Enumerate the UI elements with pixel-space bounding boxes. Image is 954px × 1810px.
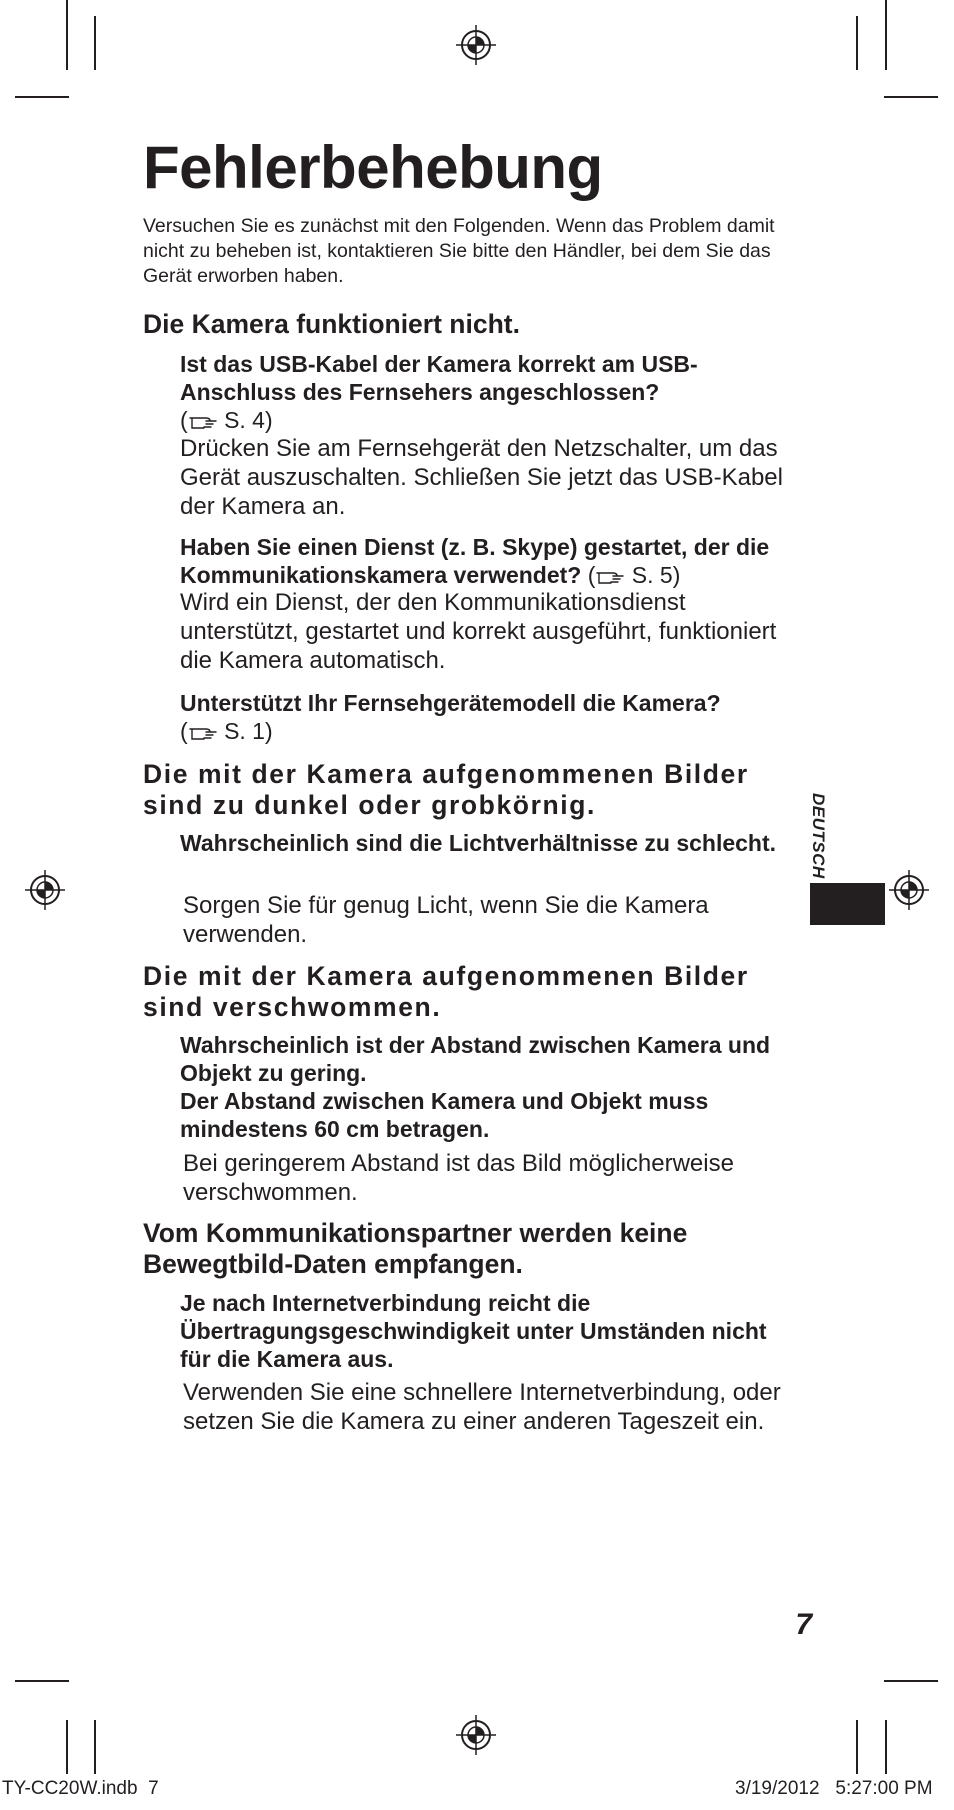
page-title: Fehlerbehebung bbox=[143, 134, 603, 201]
registration-mark-icon bbox=[456, 25, 496, 65]
print-slug-timestamp bbox=[735, 1778, 933, 1800]
question bbox=[180, 350, 800, 434]
page-reference[interactable]: ( S. 1) bbox=[180, 718, 273, 744]
print-slug-sheet: 7 bbox=[148, 1778, 159, 1799]
answer-text: Wird ein Dienst, der den Kommunikationsdienst unterstützt, gestartet und korrekt ausgeführt, funktioniert die Kamera automatisch. bbox=[180, 589, 777, 674]
question-text: Der Abstand zwischen Kamera und Objekt muss mindestens 60 cm betragen. bbox=[180, 1088, 709, 1142]
page-reference[interactable]: ( S. 4) bbox=[180, 407, 273, 433]
question bbox=[180, 533, 800, 589]
question-text: Unterstützt Ihr Fernsehgerätemodell die Kamera? bbox=[180, 690, 721, 716]
page-reference[interactable]: ( S. 5) bbox=[587, 562, 681, 588]
question-text: Ist das USB-Kabel der Kamera korrekt am USB-Anschluss des Fernsehers angeschlossen? bbox=[180, 351, 698, 405]
section-heading: Die Kamera funktioniert nicht. bbox=[143, 309, 520, 339]
answer-text: Drücken Sie am Fernsehgerät den Netzschalter, um das Gerät auszuschalten. Schließen Sie jetzt das USB-Kabel der Kamera an. bbox=[180, 435, 783, 520]
answer-text: Sorgen Sie für genug Licht, wenn Sie die Kamera verwenden. bbox=[183, 892, 709, 948]
print-slug-time: 5:27:00 PM bbox=[835, 1778, 933, 1799]
intro-text: Versuchen Sie es zunächst mit den Folgenden. Wenn das Problem damit nicht zu beheben ist, kontaktieren Sie bitte den Händler, bei dem Sie das Gerät erworben haben. bbox=[143, 215, 775, 287]
print-slug-date: 3/19/2012 bbox=[735, 1778, 820, 1799]
question-text: Haben Sie einen Dienst (z. B. Skype) gestartet, der die Kommunikationskamera verwendet? bbox=[180, 534, 770, 588]
pointing-hand-icon bbox=[188, 723, 218, 743]
section-heading: Vom Kommunikationspartner werden keine Bewegtbild-Daten empfangen. bbox=[143, 1218, 688, 1279]
page-reference-label: S. 1 bbox=[224, 718, 265, 744]
registration-mark-icon bbox=[25, 870, 65, 910]
page-reference-label: S. 4 bbox=[224, 407, 265, 433]
question-text: Je nach Internetverbindung reicht die Übertragungsgeschwindigkeit unter Umständen nicht für die Kamera aus. bbox=[180, 1290, 767, 1372]
print-slug-filename: TY-CC20W.indb bbox=[2, 1778, 138, 1799]
section-heading: Die mit der Kamera aufgenommenen Bilder sind zu dunkel oder grobkörnig. bbox=[143, 759, 749, 820]
question bbox=[180, 689, 800, 745]
page-reference-label: S. 5 bbox=[631, 562, 673, 588]
question-text: Wahrscheinlich ist der Abstand zwischen Kamera und Objekt zu gering. bbox=[180, 1032, 771, 1086]
print-slug-file bbox=[2, 1778, 159, 1800]
registration-mark-icon bbox=[889, 870, 929, 910]
answer-text: Verwenden Sie eine schnellere Internetverbindung, oder setzen Sie die Kamera zu einer anderen Tageszeit ein. bbox=[183, 1379, 781, 1435]
section-heading: Die mit der Kamera aufgenommenen Bilder sind verschwommen. bbox=[143, 961, 749, 1022]
page-number: 7 bbox=[795, 1608, 812, 1641]
question-text: Wahrscheinlich sind die Lichtverhältnisse zu schlecht. bbox=[180, 830, 777, 856]
language-tab-label: DEUTSCH bbox=[809, 793, 828, 879]
pointing-hand-icon bbox=[595, 567, 625, 587]
registration-mark-icon bbox=[456, 1715, 496, 1755]
pointing-hand-icon bbox=[188, 412, 218, 432]
language-tab-marker bbox=[810, 883, 885, 925]
answer-text: Bei geringerem Abstand ist das Bild möglicherweise verschwommen. bbox=[183, 1150, 734, 1206]
